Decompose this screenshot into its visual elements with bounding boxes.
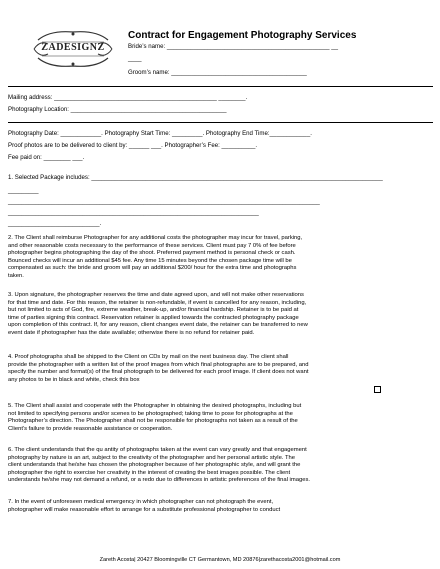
clause-line: 7. In the event of unforeseen medical emergency in which photographer can not photograph the event,: [8, 499, 274, 505]
clause-reimbursement: [8, 235, 436, 281]
logo-text: ZADESIGNZ: [41, 42, 105, 53]
fee-paid-field[interactable]: Fee paid on: ________ ___.: [8, 154, 85, 161]
clause-line: Client’s failure to provide reasonable assistance or cooperation.: [8, 425, 173, 432]
clause-line: photographer begins photographing the day of the shoot. Preferred payment method is personal check or cash.: [8, 250, 296, 257]
clause-cooperation: [8, 403, 436, 433]
groom-name-field[interactable]: Groom’s name: ________________________________________: [128, 69, 307, 76]
divider: [8, 86, 433, 87]
company-logo: [30, 28, 116, 70]
page-footer: Zareth Acosta| 20427 Bloomingville CT Germantown, MD 20876|zarethacosta2001@hotmail.com: [99, 557, 341, 563]
clause-line: 3. Upon signature, the photographer reserves the time and date agreed upon, and will not make other reservations: [8, 292, 304, 298]
clause-line: event date if photographer has the date available; otherwise there is no refund for retainer paid.: [8, 329, 255, 336]
clause-line: 2. The Client shall reimburse Photographer for any additional costs the photographer may incur for travel, parking,: [8, 235, 303, 241]
clause-artistic: [8, 447, 436, 485]
clause-line: taken.: [8, 272, 24, 279]
bride-name-field[interactable]: Bride’s name: ________________________________________________ __: [128, 43, 338, 50]
clause-line: specify the number and format(s) of the final photograph to be delivered for each proof image. If client does not want: [8, 369, 309, 376]
clause-line: upon completion of this contract. If, for any reason, client changes event date, the retainer can be transferred to new: [8, 322, 308, 329]
selected-package-field[interactable]: 1. Selected Package includes: ______________________________________________________________________________________: [8, 174, 383, 181]
clause-line: understands he/she may not demand a refund, or a redo due to differences in artistic preferences of the final images.: [8, 477, 310, 484]
bride-name-field-continued[interactable]: ____: [128, 55, 142, 62]
clause-line: for that time and date. For this reason, the retainer is non-refundable, if event is cancelled for any reason, including,: [8, 299, 307, 306]
clause-line: provide the photographer with a written list of the proof images from which final photographs are to be prepared, and: [8, 361, 309, 368]
clause-line: Bounced checks will incur an additional $45 fee. Any time 15 minutes beyond the chosen package time will be: [8, 257, 292, 264]
mailing-address-field[interactable]: Mailing address: ________________________________________________ ________.: [8, 94, 248, 101]
package-line[interactable]: __________________________________________________________________________: [8, 209, 259, 216]
package-line[interactable]: ___________________________.: [8, 220, 102, 227]
clause-line: compensated as such: the bride and groom will pay an additional $200/ hour for the extra time and photographs: [8, 265, 297, 272]
clause-proofs: [8, 354, 436, 384]
clause-line: photographer will make reasonable effort to arrange for a substitute professional photographer to conduct: [8, 506, 281, 513]
clause-line: 4. Proof photographs shall be shipped to the Client on CDs by mail on the next business day. The client shall: [8, 354, 289, 360]
photography-dates-fields[interactable]: Photography Date: ____________. Photography Start Time: _________. Photography End Time:____________.: [8, 130, 312, 137]
clause-line: 5. The Client shall assist and cooperate with the Photographer in obtaining the desired photographs, including but: [8, 403, 302, 409]
clause-line: Photographer’s direction. The Photographer shall not be responsible for photographs not taken as a result of the: [8, 418, 298, 425]
black-and-white-checkbox[interactable]: [374, 386, 381, 393]
clause-line: but not limited to acts of God, fire, extreme weather, break-up, and/or financial hardship. Retainer is to be paid at: [8, 307, 299, 314]
clause-retainer: [8, 292, 436, 338]
clause-emergency: [8, 499, 436, 514]
proof-delivery-fields[interactable]: Proof photos are to be delivered to client by: ______ ___. Photographer’s Fee: __________.: [8, 142, 258, 149]
clause-line: not limited to specifying persons and/or scenes to be photographed; taking time to pose for photographs at the: [8, 410, 293, 417]
package-line[interactable]: _________: [8, 187, 39, 194]
clause-line: time of parties signing this contract. Reservation retainer is applied towards the contracted photography package: [8, 314, 299, 321]
clause-line: and other reasonable costs necessary to the performance of these services. Client must pay 7 0% of fee before: [8, 242, 296, 249]
clause-line: photographer the right to exercise her creativity in the interest of creating the best images possible. The client: [8, 469, 291, 476]
page-title: Contract for Engagement Photography Services: [128, 30, 357, 41]
clause-line: any photos to be in black and white, check this box: [8, 376, 140, 383]
clause-line: 6. The client understands that the qu antity of photographs taken at the event can vary greatly and that engagement: [8, 447, 307, 453]
clause-line: photography by nature is an art, subject to the creativity of the photographer and her personal artistic style. The: [8, 454, 296, 461]
clause-line: client understands that he/she has chosen the photographer because of her photographic style, and will grant the: [8, 462, 301, 469]
photography-location-field[interactable]: Photography Location: ______________________________________________: [8, 106, 227, 113]
package-line[interactable]: ____________________________________________________________________________________________: [8, 198, 320, 205]
divider: [8, 122, 433, 123]
